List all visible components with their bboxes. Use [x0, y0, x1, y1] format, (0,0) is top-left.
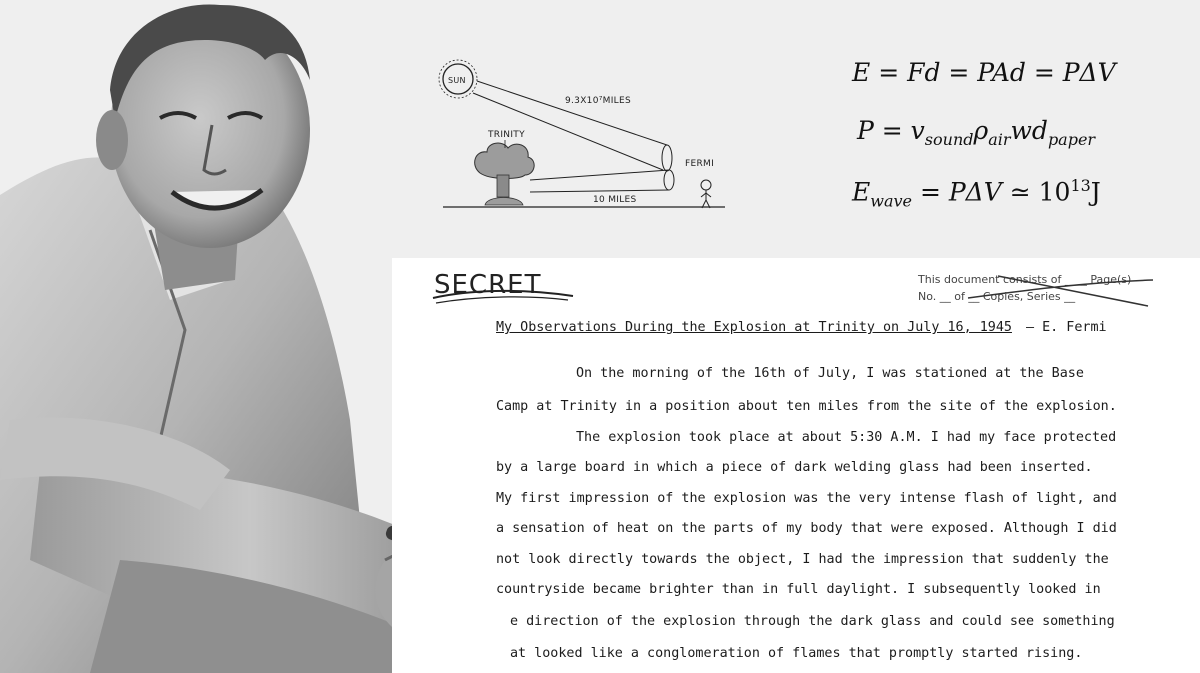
fermi-label: FERMI [685, 159, 715, 169]
document-line: countryside became brighter than in full daylight. I subsequently looked in [496, 582, 1101, 597]
strike-through-marks [908, 268, 1158, 310]
distance-sun-label: 9.3X10⁷MILES [565, 96, 631, 106]
document-line: at looked like a conglomeration of flames that promptly started rising. [510, 646, 1083, 661]
equation-wave-energy: $E_{wave} = P\Delta V$ ≃ $10^{13}J$ [852, 176, 1101, 211]
document-line: Camp at Trinity in a position about ten miles from the site of the explosion. [496, 399, 1117, 414]
stick-figure-icon [701, 180, 711, 208]
secret-stamp: SECRET [434, 270, 542, 300]
document-line: not look directly towards the object, I had the impression that suddenly the [496, 552, 1109, 567]
typewritten-document [392, 258, 1200, 673]
trinity-label: TRINITY [488, 130, 525, 140]
stamp-scribble [428, 270, 578, 310]
sun-label: SUN [448, 76, 466, 85]
distance-trinity-label: 10 MILES [593, 195, 637, 205]
trinity-distance-diagram [425, 45, 745, 220]
mushroom-cloud-icon [475, 143, 535, 205]
document-title: My Observations During the Explosion at Trinity on July 16, 1945 [496, 320, 1012, 335]
document-line: On the morning of the 16th of July, I was stationed at the Base [576, 366, 1084, 381]
document-line: by a large board in which a piece of dark welding glass had been inserted. [496, 460, 1093, 475]
document-line: My first impression of the explosion was the very intense flash of light, and [496, 491, 1117, 506]
document-line: a sensation of heat on the parts of my body that were exposed. Although I did [496, 521, 1117, 536]
document-line: e direction of the explosion through the dark glass and could see something [510, 614, 1115, 629]
copy-notice: This document consists of ____ Page(s) No. __ of __ Copies, Series __ [918, 273, 1132, 303]
equation-energy: E = Fd = PAd = PΔV [852, 58, 1116, 87]
document-line: The explosion took place at about 5:30 A.M. I had my face protected [576, 430, 1117, 445]
equation-pressure: $P = v_{sound}\rho_{air}wd_{paper}$ [857, 116, 1096, 149]
document-author: — E. Fermi [1026, 320, 1107, 335]
